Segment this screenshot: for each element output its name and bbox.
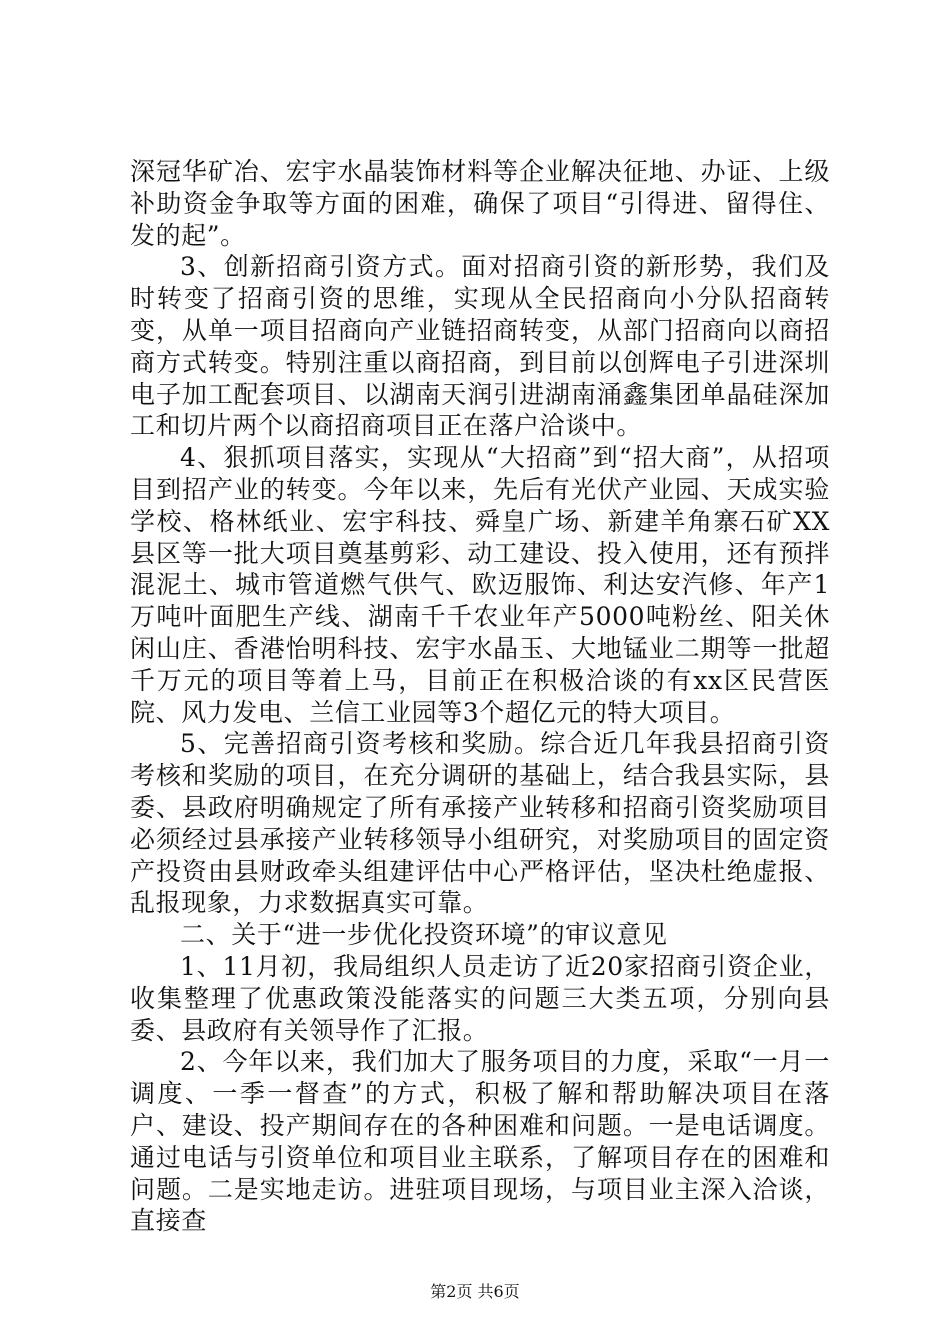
document-body xyxy=(130,156,830,1237)
page-number-footer: 第2页 共6页 xyxy=(430,1282,520,1301)
paragraph-item-5: 5、完善招商引资考核和奖励。综合近几年我县招商引资考核和奖励的项目，在充分调研的基础上，结合我县实际，县委、县政府明确规定了所有承接产业转移和招商引资奖励项目必须经过县承接产业转移领导小组研究，对奖励项目的固定资产投资由县财政牵头组建评估中心严格评估，坚决杜绝虚报、乱报现象，力求数据真实可靠。 xyxy=(130,729,830,918)
paragraph-item-3: 3、创新招商引资方式。面对招商引资的新形势，我们及时转变了招商引资的思维，实现从全民招商向小分队招商转变，从单一项目招商向产业链招商转变，从部门招商向以商招商方式转变。特别注重以商招商，到目前以创辉电子引进深圳电子加工配套项目、以湖南天润引进湖南涌鑫集团单晶硅深加工和切片两个以商招商项目正在落户洽谈中。 xyxy=(130,252,830,441)
paragraph-section2-item-2: 2、今年以来，我们加大了服务项目的力度，采取“一月一调度、一季一督查”的方式，积极了解和帮助解决项目在落户、建设、投产期间存在的各种困难和问题。一是电话调度。通过电话与引资单位和项目业主联系，了解项目存在的困难和问题。二是实地走访。进驻项目现场，与项目业主深入洽谈，直接查 xyxy=(130,1047,830,1236)
paragraph-item-4: 4、狠抓项目落实，实现从“大招商”到“招大商”，从招项目到招产业的转变。今年以来，先后有光伏产业园、天成实验学校、格林纸业、宏宇科技、舜皇广场、新建羊角寨石矿XX县区等一批大项目奠基剪彩、动工建设、投入使用，还有预拌混泥土、城市管道燃气供气、欧迈服饰、利达安汽修、年产1万吨叶面肥生产线、湖南千千农业年产5000吨粉丝、阳关休闲山庄、香港怡明科技、宏宇水晶玉、大地锰业二期等一批超千万元的项目等着上马，目前正在积极洽谈的有xx区民营医院、风力发电、兰信工业园等3个超亿元的特大项目。 xyxy=(130,443,830,727)
paragraph-section2-item-1: 1、11月初，我局组织人员走访了近20家招商引资企业，收集整理了优惠政策没能落实的问题三大类五项，分别向县委、县政府有关领导作了汇报。 xyxy=(130,951,830,1045)
paragraph-continuation: 深冠华矿冶、宏宇水晶装饰材料等企业解决征地、办证、上级补助资金争取等方面的困难，确保了项目“引得进、留得住、发的起”。 xyxy=(130,157,830,250)
section-heading: 二、关于“进一步优化投资环境”的审议意见 xyxy=(180,920,668,950)
